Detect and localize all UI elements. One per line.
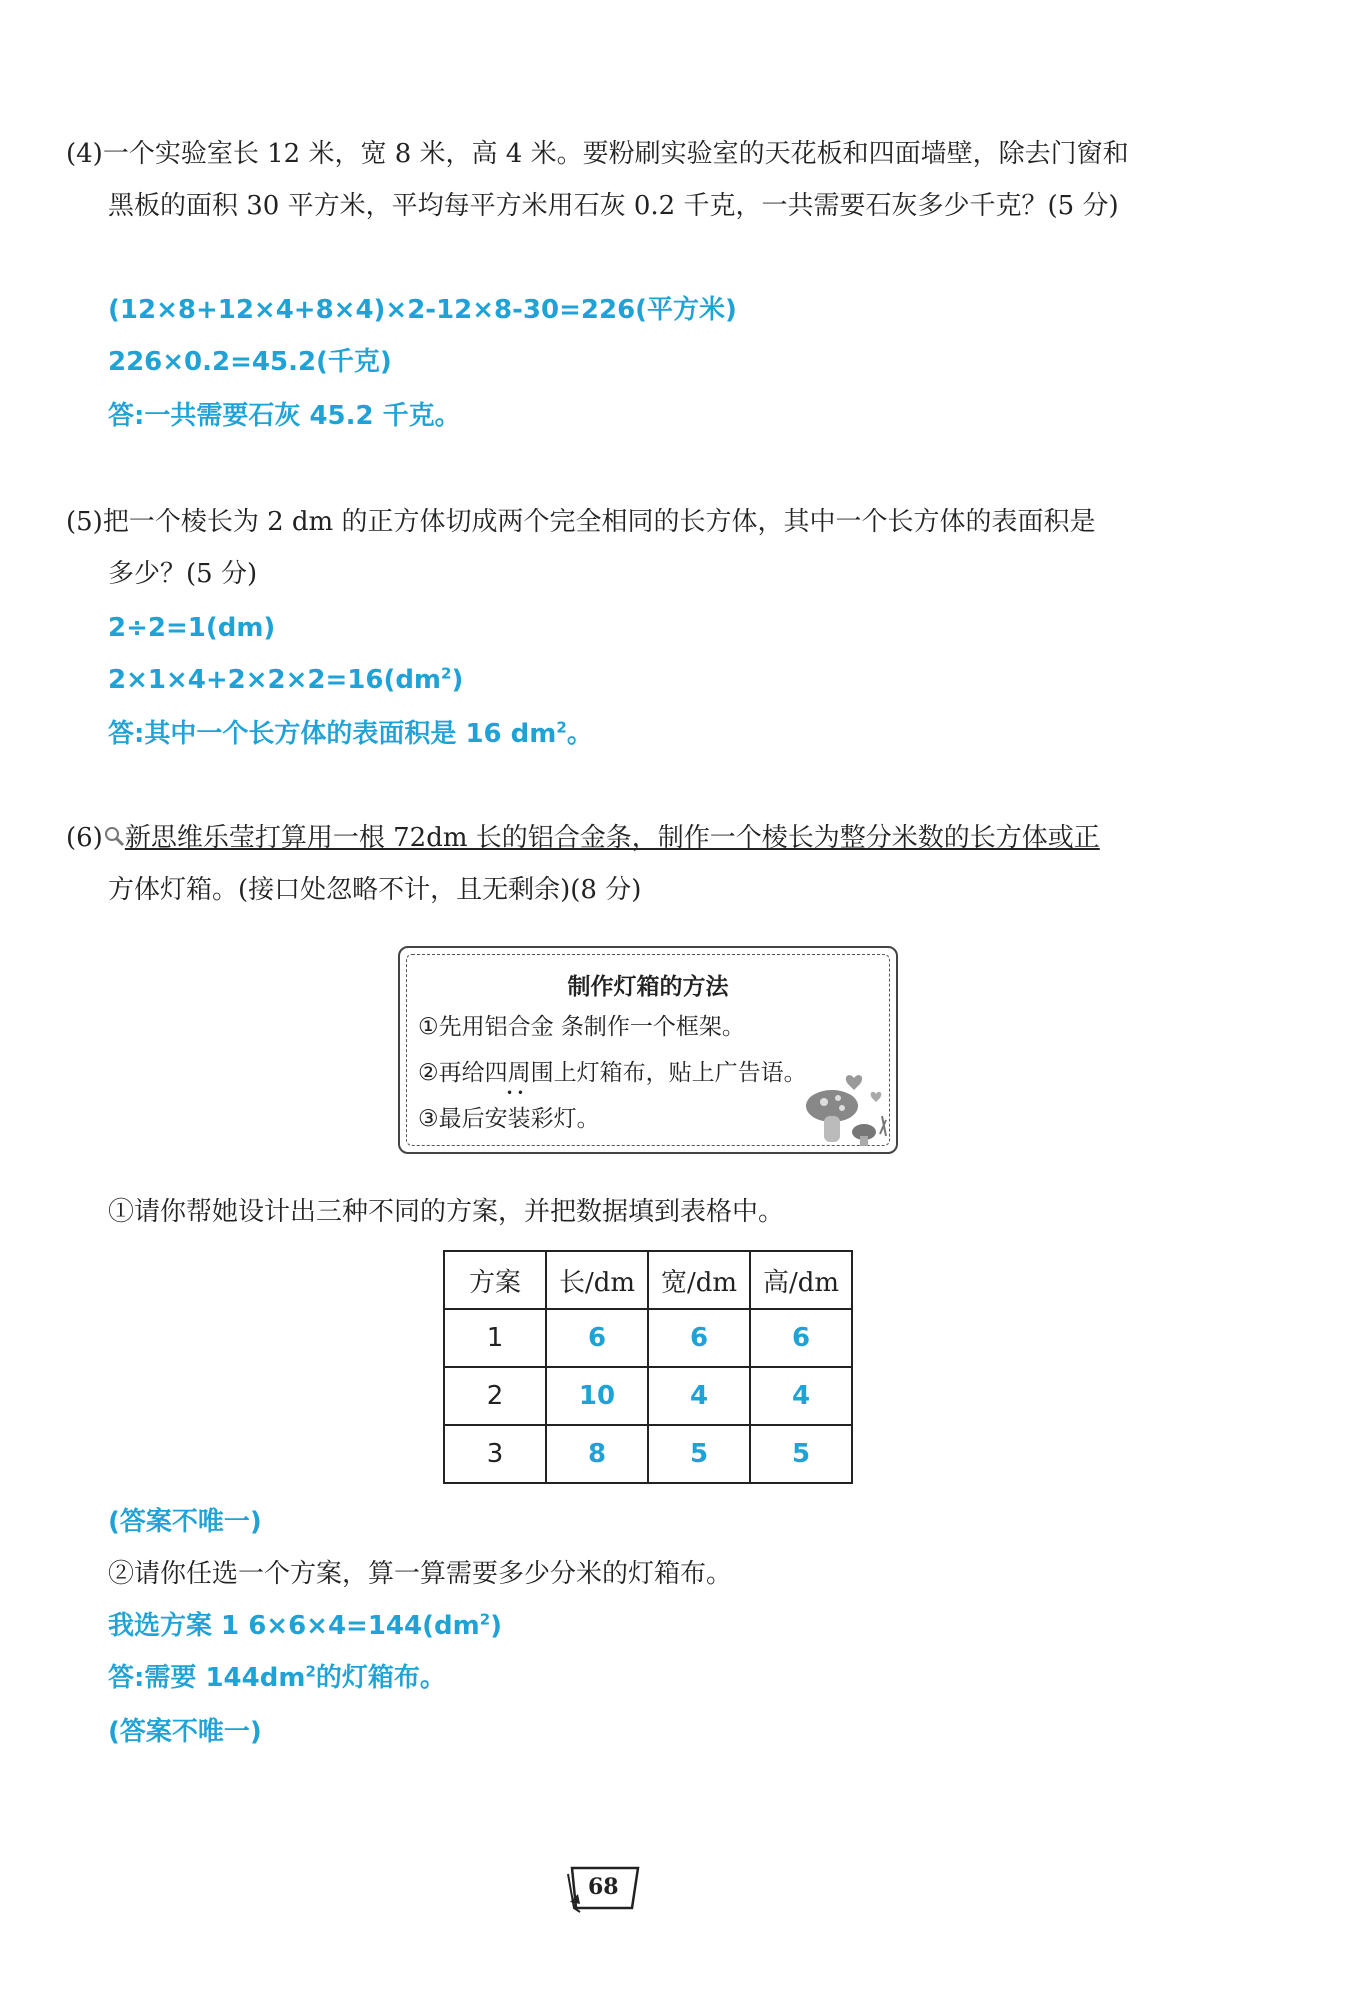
table-cell: 6 [750,1309,852,1367]
table-row [444,1425,852,1483]
q4-answer-line2: 226×0.2=45.2(千克) [108,347,392,377]
table-cell: 5 [750,1425,852,1483]
q5-answer-line1: 2÷2=1(dm) [108,613,276,643]
table-cell: 3 [444,1425,546,1483]
table-cell: 4 [750,1367,852,1425]
q4-answer-line1: (12×8+12×4+8×4)×2-12×8-30=226(平方米) [108,295,737,325]
q6-sub1: ①请你帮她设计出三种不同的方案，并把数据填到表格中。 [108,1197,785,1227]
plan-table [443,1250,853,1484]
q6-note2: (答案不唯一) [108,1717,262,1747]
q6-note1: (答案不唯一) [108,1507,262,1537]
table-cell: 2 [444,1367,546,1425]
magnifier-icon [103,821,125,857]
table-header: 长/dm [546,1251,648,1309]
q5-answer-line3: 答:其中一个长方体的表面积是 16 $dm^2$。 [108,718,593,749]
table-cell: 6 [648,1309,750,1367]
table-row [444,1367,852,1425]
q6-answer-line1: 我选方案 1 $6\times 6\times 4=144(dm^2)$ [108,1610,503,1641]
table-cell: 6 [546,1309,648,1367]
table-cell: 5 [648,1425,750,1483]
q6-answer-line2: 答:需要 $144dm^2$的灯箱布。 [108,1662,446,1693]
table-header: 高/dm [750,1251,852,1309]
table-cell: 1 [444,1309,546,1367]
q4-line1: (4)一个实验室长 12 米，宽 8 米，高 4 米。要粉刷实验室的天花板和四面墙壁，除去门窗和 [66,139,1129,169]
q5-line1: (5)把一个棱长为 2 dm 的正方体切成两个完全相同的长方体，其中一个长方体的表面积是 [66,507,1096,537]
q4-answer-line3: 答:一共需要石灰 45.2 千克。 [108,401,461,431]
q6-sub2: ②请你任选一个方案，算一算需要多少分米的灯箱布。 [108,1559,733,1589]
q5-line2: 多少？(5 分) [108,559,258,589]
table-cell: 10 [546,1367,648,1425]
table-header: 方案 [444,1251,546,1309]
method-box-title: 制作灯箱的方法 [567,974,729,1000]
method-step-2: ②再给四周围上灯箱布，贴上广告语。 [418,1060,807,1086]
emphasis-dots: • • [506,1086,524,1100]
page-number-badge [566,1864,644,1914]
table-cell: 8 [546,1425,648,1483]
q6-line2: 方体灯箱。(接口处忽略不计，且无剩余)(8 分) [108,875,642,905]
q6-line1: (6) 新思维乐莹打算用一根 72dm 长的铝合金条，制作一个棱长为整分米数的长方体或正 [66,820,1100,857]
q5-answer-line2: $2\times 1\times 4+2\times 2\times 2=16(dm^2)$ [108,664,464,695]
table-row [444,1309,852,1367]
table-cell: 4 [648,1367,750,1425]
method-step-3: ③最后安装彩灯。 [418,1106,600,1132]
table-header-row [444,1251,852,1309]
page-number: 68 [588,1874,619,1900]
mushroom-decoration-icon [796,1070,892,1150]
q4-line2: 黑板的面积 30 平方米，平均每平方米用石灰 0.2 千克，一共需要石灰多少千克？(5 分) [108,191,1119,221]
table-header: 宽/dm [648,1251,750,1309]
method-step-1: ①先用铝合金 条制作一个框架。 [418,1014,745,1040]
method-box [398,946,898,1154]
